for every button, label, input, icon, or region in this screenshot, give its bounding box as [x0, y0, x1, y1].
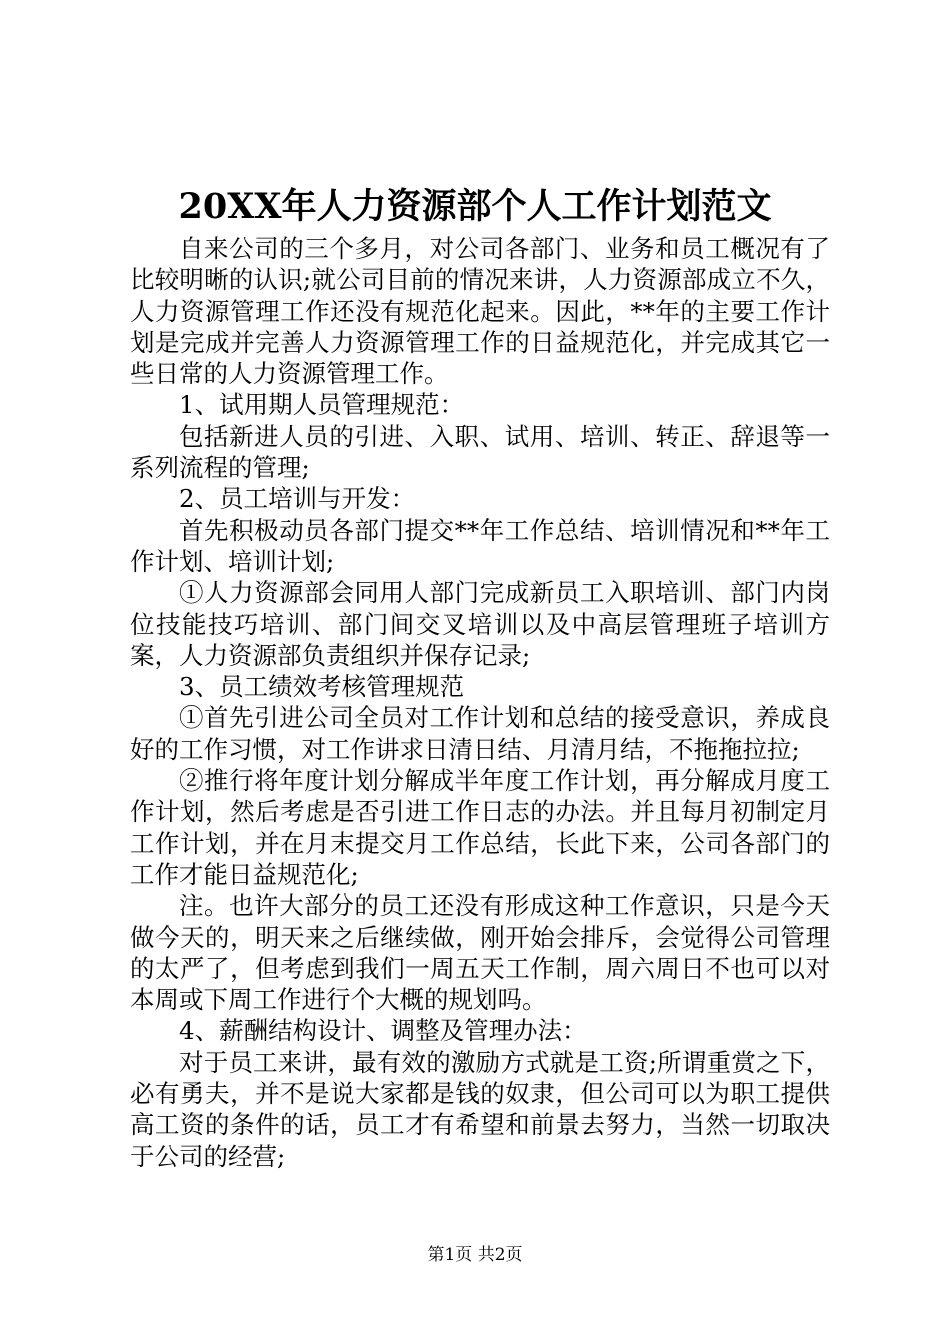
paragraph: ①首先引进公司全员对工作计划和总结的接受意识，养成良好的工作习惯，对工作讲求日清日结、月清月结，不拖拖拉拉; — [130, 703, 830, 764]
section-heading-1: 1、试用期人员管理规范： — [179, 390, 465, 420]
paragraph-intro: 自来公司的三个多月，对公司各部门、业务和员工概况有了比较明晰的认识;就公司目前的情况来讲，人力资源部成立不久，人力资源管理工作还没有规范化起来。因此，**年的主要工作计划是完成并完善人力资源管理工作的日益规范化，并完成其它一些日常的人力资源管理工作。 — [130, 234, 830, 389]
section-heading-4: 4、薪酬结构设计、调整及管理办法： — [179, 1016, 587, 1046]
page-footer: 第1页 共2页 — [427, 1245, 523, 1265]
document-body — [130, 233, 830, 1172]
paragraph: ②推行将年度计划分解成半年度工作计划，再分解成月度工作计划，然后考虑是否引进工作日志的办法。并且每月初制定月工作计划，并在月末提交月工作总结，长此下来，公司各部门的工作才能日益规范化; — [130, 766, 830, 889]
paragraph: 首先积极动员各部门提交**年工作总结、培训情况和**年工作计划、培训计划; — [130, 515, 830, 576]
paragraph: 包括新进人员的引进、入职、试用、培训、转正、辞退等一系列流程的管理; — [130, 421, 830, 483]
paragraph: 对于员工来讲，最有效的激励方式就是工资;所谓重赏之下，必有勇夫，并不是说大家都是钱的奴隶，但公司可以为职工提供高工资的条件的话，员工才有希望和前景去努力，当然一切取决于公司的经营; — [130, 1047, 830, 1171]
section-heading-3: 3、员工绩效考核管理规范 — [179, 672, 465, 702]
paragraph-note: 注。也许大部分的员工还没有形成这种工作意识，只是今天做今天的，明天来之后继续做，刚开始会排斥，会觉得公司管理的太严了，但考虑到我们一周五天工作制，周六周日不也可以对本周或下周工作进行个大概的规划吗。 — [130, 891, 830, 1015]
document-title: 20XX年人力资源部个人工作计划范文 — [178, 186, 772, 227]
paragraph: ①人力资源部会同用人部门完成新员工入职培训、部门内岗位技能技巧培训、部门间交叉培训以及中高层管理班子培训方案，人力资源部负责组织并保存记录; — [130, 578, 830, 670]
section-heading-2: 2、员工培训与开发： — [179, 484, 416, 514]
